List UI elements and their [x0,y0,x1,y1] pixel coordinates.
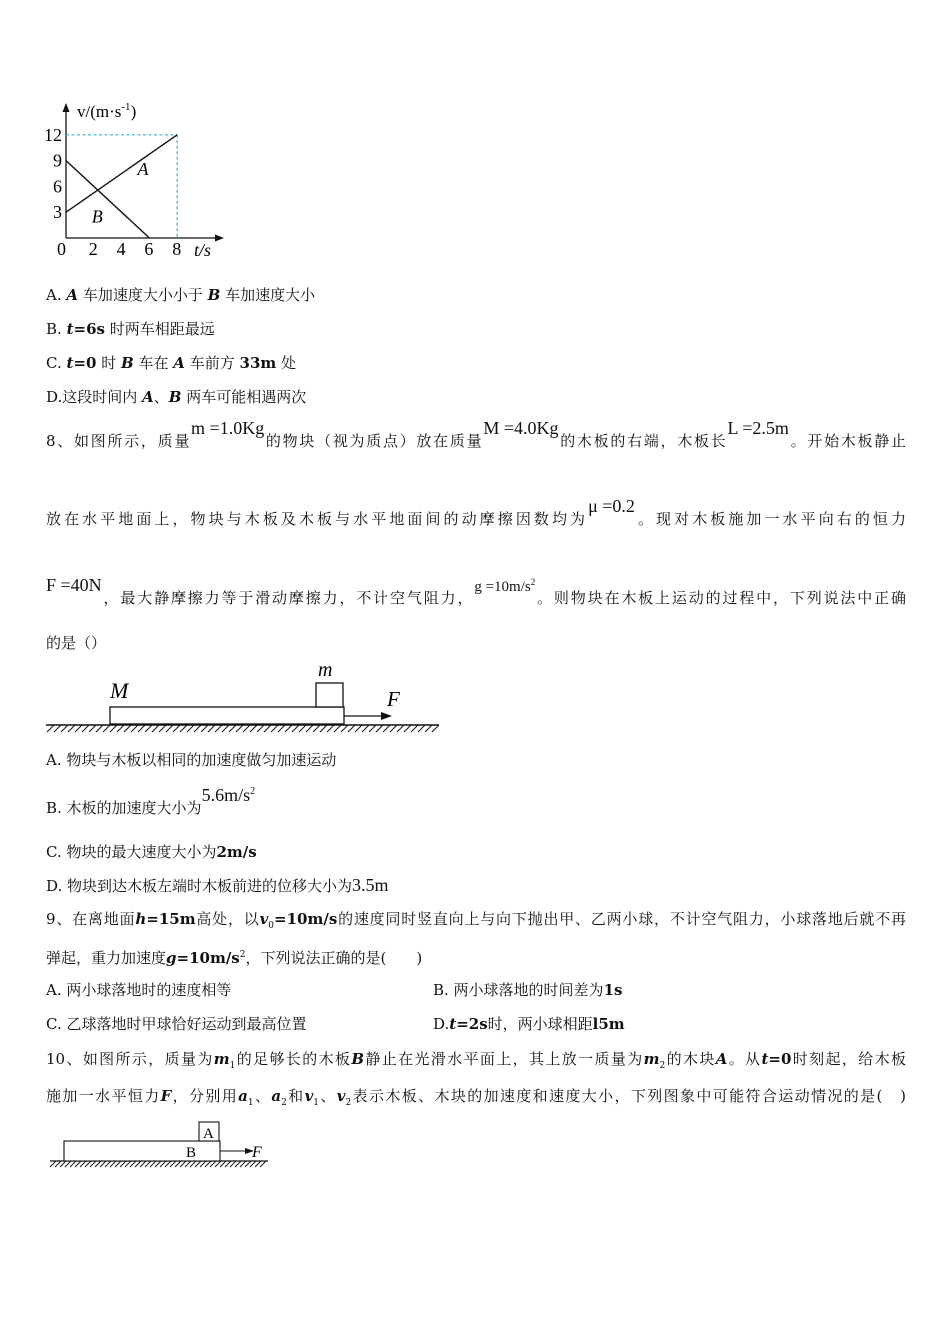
q7-option-a: A. A 车加速度大小小于 B 车加速度大小 [46,286,316,304]
q10-board-block-figure [46,1118,278,1174]
velocity-time-chart [40,95,240,260]
series-label-B: B [91,206,103,227]
board-M [110,707,344,724]
label-B: B [186,1145,197,1161]
y-axis-arrow-icon [63,103,70,112]
q8-stem-line1: 8、如图所示，质量m =1.0Kg的物块（视为质点）放在质量M =4.0Kg的木板的右端，木板长L =2.5m。开始木板静止 [46,418,906,450]
q8-option-c: C. 物块的最大速度大小为2m/s [46,843,257,861]
x-tick-label: 2 [88,239,98,259]
y-tick-label: 12 [44,124,62,145]
x-tick-label: 8 [172,239,182,259]
q10-stem-line1: 10、如图所示，质量为$m_1$的足够长的木板B静止在光滑水平面上，其上放一质量为$m_2$的木块A。从t=0时刻起，给木板 [46,1050,906,1071]
q7-option-c: C. t=0 时 B 车在 A 车前方 33m 处 [46,354,297,372]
x-tick-label: 4 [116,239,126,259]
series-label-A: A [137,159,149,180]
q7-option-b: B. t=6s 时两车相距最远 [46,320,215,338]
y-tick-label: 6 [53,176,62,197]
q9-stem-line2: 弹起，重力加速度$g=10m/s^2$，下列说法正确的是( ) [46,949,423,967]
q9-option-d: D.t=2s时，两小球相距l5m [433,1015,625,1033]
x-tick-label: 0 [57,239,66,259]
q8-option-d: D. 物块到达木板左端时木板前进的位移大小为3.5m [46,875,389,895]
y-tick-label: 3 [53,202,62,223]
q8-stem-line3: F =40N，最大静摩擦力等于滑动摩擦力，不计空气阻力，$g =10m/s^2$。则物块在木板上运动的过程中，下列说法中正确 [46,575,906,607]
q8-option-a: A. 物块与木板以相同的加速度做匀加速运动 [46,751,337,769]
q9-option-b: B. 两小球落地的时间差为1s [433,981,623,999]
q8-board-block-figure [44,655,444,737]
q7-option-d: D.这段时间内 A、B 两车可能相遇两次 [46,388,307,406]
arrow-head-icon [381,712,392,720]
x-axis-arrow-icon [215,235,224,242]
x-axis-label: t/s [194,240,212,260]
label-m: m [318,659,333,681]
series-line-A [66,135,177,212]
label-A: A [203,1126,214,1142]
label-M: M [110,678,129,703]
block-m [316,683,343,707]
q9-option-a: A. 两小球落地时的速度相等 [46,981,232,999]
q8-option-b: B. 木板的加速度大小为$5.6m/s^2$ [46,785,256,817]
label-F: F [387,687,400,711]
q9-option-c: C. 乙球落地时甲球恰好运动到最高位置 [46,1015,307,1033]
q8-stem-line4: 的是（） [46,634,107,652]
q8-stem-line2: 放在水平地面上，物块与木板及木板与水平地面间的动摩擦因数均为μ =0.2。现对木板施加一水平向右的恒力 [46,496,906,528]
board-B [64,1141,220,1161]
label-F: F [252,1144,262,1161]
q9-stem-line1: 9、在离地面h=15m高处，以$v_0=10m/s$的速度同时竖直向上与向下抛出甲、乙两小球，不计空气阻力，小球落地后就不再 [46,910,906,931]
y-axis-label: $v/(m\cdot s^{-1})$ [77,101,137,121]
q10-stem-line2: 施加一水平恒力F，分别用$a_1$、$a_2$和$v_1$、$v_2$表示木板、木块的加速度和速度大小，下列图象中可能符合运动情况的是( ) [46,1087,906,1108]
y-tick-label: 9 [53,150,62,171]
x-tick-label: 6 [144,239,154,259]
